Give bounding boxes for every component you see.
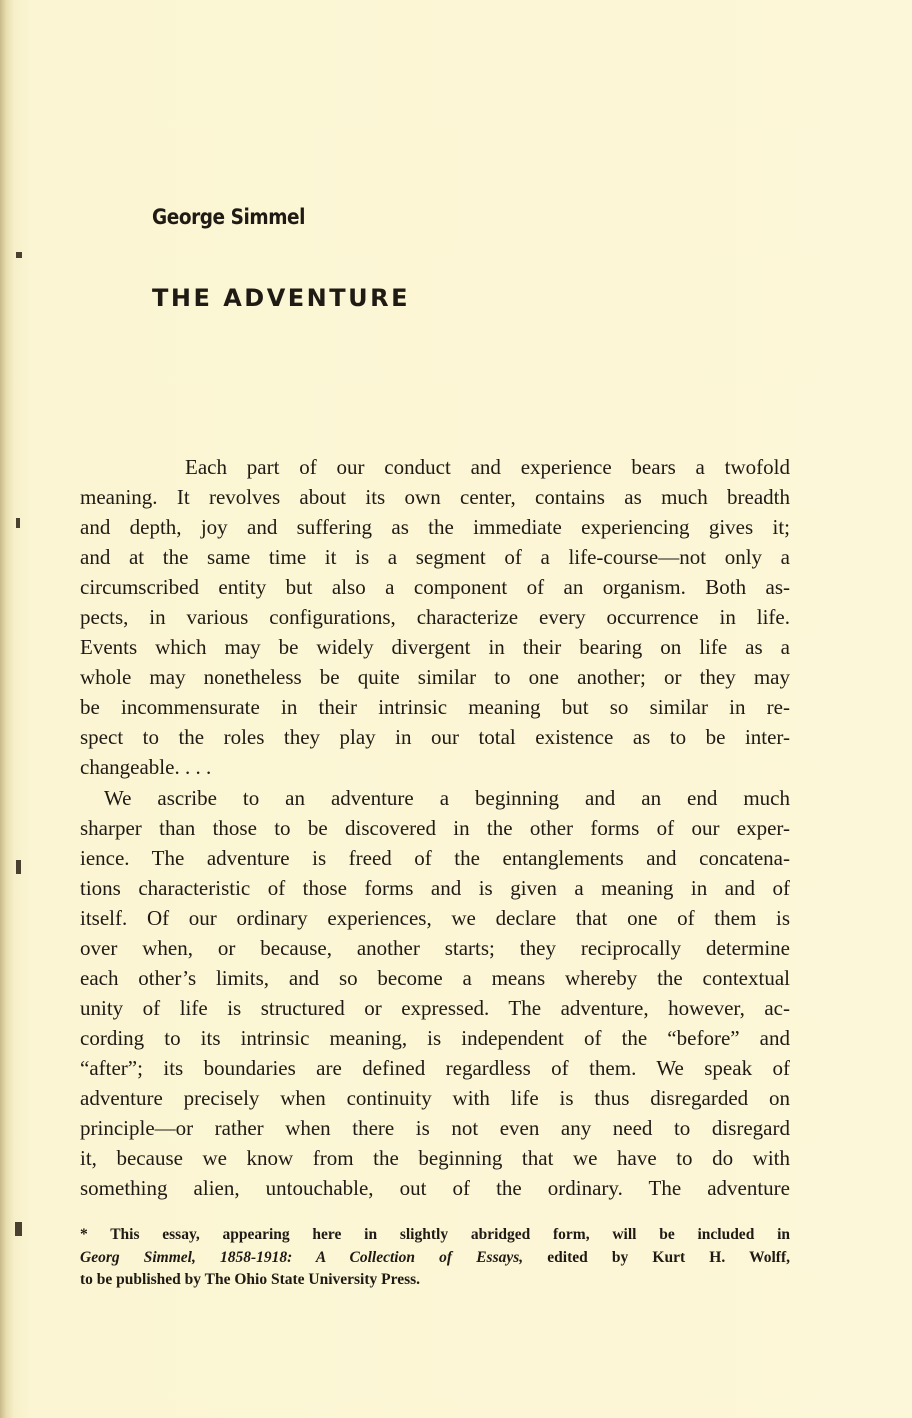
- text-line: unity of life is structured or expressed. The adventure, however, ac-: [80, 995, 790, 1020]
- paragraph: [80, 783, 790, 1204]
- binding-mark: [15, 1222, 22, 1236]
- text-line: be incommensurate in their intrinsic meaning but so similar in re-: [80, 695, 790, 720]
- text-line: principle—or rather when there is not even any need to disregard: [80, 1116, 790, 1141]
- text-line: spect to the roles they play in our total existence as to be inter-: [80, 725, 790, 750]
- text-line: sharper than those to be discovered in the other forms of our exper-: [80, 815, 790, 840]
- footnote-line: [80, 1247, 790, 1270]
- text-line: whole may nonetheless be quite similar to one another; or they may: [80, 665, 790, 690]
- text-line: circumscribed entity but also a component of an organism. Both as-: [80, 575, 790, 600]
- text-line: adventure precisely when continuity with life is thus disregarded on: [80, 1085, 790, 1110]
- footnote: [80, 1224, 790, 1292]
- binding-mark: [16, 860, 21, 874]
- text-line: and depth, joy and suffering as the immediate experiencing gives it;: [80, 515, 790, 540]
- paragraph: [80, 452, 790, 783]
- footnote-text: edited by Kurt H. Wolff,: [523, 1248, 791, 1266]
- text-line: tions characteristic of those forms and is given a meaning in and of: [80, 875, 790, 900]
- book-title: Georg Simmel, 1858-1918: A Collection of Essays,: [80, 1248, 524, 1266]
- text-line: meaning. It revolves about its own center, contains as much breadth: [80, 485, 790, 510]
- text-line: We ascribe to an adventure a beginning and an end much: [104, 785, 790, 810]
- text-line: “after”; its boundaries are defined regardless of them. We speak of: [80, 1055, 790, 1080]
- text-line: Events which may be widely divergent in their bearing on life as a: [80, 635, 790, 660]
- text-line: changeable. . . .: [80, 755, 212, 780]
- text-line: Each part of our conduct and experience bears a twofold: [185, 455, 790, 479]
- binding-mark: [16, 518, 20, 528]
- text-line: and at the same time it is a segment of a life-course—not only a: [80, 545, 790, 570]
- footnote-line: * This essay, appearing here in slightly abridged form, will be included in: [80, 1226, 790, 1243]
- text-line: each other’s limits, and so become a means whereby the contextual: [80, 965, 790, 990]
- text-line: over when, or because, another starts; they reciprocally determine: [80, 935, 790, 960]
- footnote-line: to be published by The Ohio State University Press.: [80, 1271, 421, 1288]
- text-line: itself. Of our ordinary experiences, we declare that one of them is: [80, 905, 790, 930]
- essay-body: [80, 452, 790, 1203]
- text-line: it, because we know from the beginning that we have to do with: [80, 1146, 790, 1171]
- text-line: something alien, untouchable, out of the ordinary. The adventure: [80, 1176, 790, 1201]
- essay-title: THE ADVENTURE: [152, 284, 410, 312]
- binding-mark: [16, 252, 22, 258]
- author-name: George Simmel: [152, 205, 306, 229]
- text-line: ience. The adventure is freed of the entanglements and concatena-: [80, 845, 790, 870]
- text-line: cording to its intrinsic meaning, is independent of the “before” and: [80, 1025, 790, 1050]
- text-line: pects, in various configurations, characterize every occurrence in life.: [80, 605, 790, 630]
